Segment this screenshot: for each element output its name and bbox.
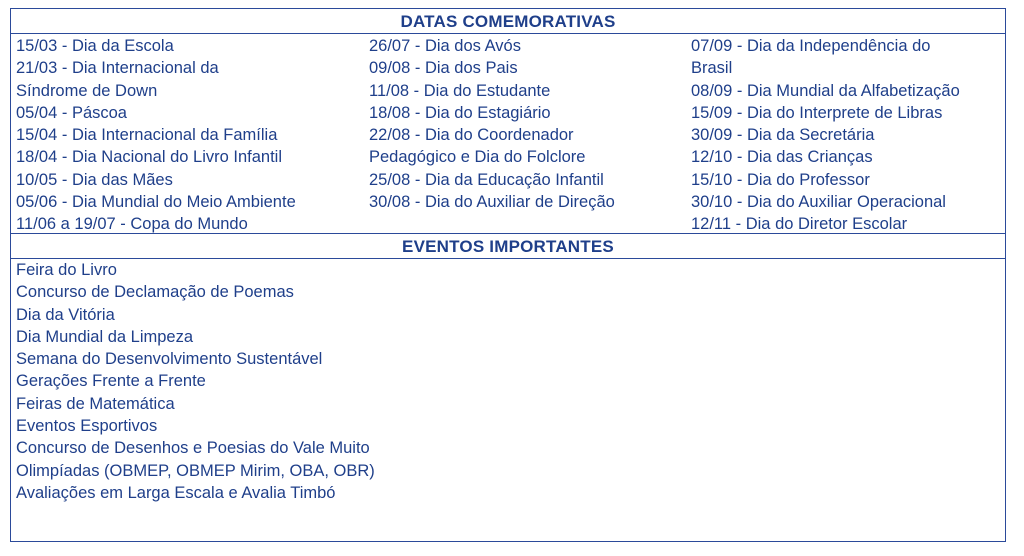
date-entry-line: 25/08 - Dia da Educação Infantil [369,170,604,189]
date-entry-line: 08/09 - Dia Mundial da Alfabetização [691,81,960,100]
event-item: Semana do Desenvolvimento Sustentável [16,350,323,369]
event-item: Avaliações em Larga Escala e Avalia Timbó [16,483,336,502]
date-entry-line: 11/06 a 19/07 - Copa do Mundo [16,215,248,234]
dates-column-1 [16,35,296,236]
event-item: Dia da Vitória [16,305,115,324]
commemorative-dates-section [11,9,1005,234]
date-entry-line: 09/08 - Dia dos Pais [369,59,518,78]
event-item: Feiras de Matemática [16,394,175,413]
date-entry-line: 12/10 - Dia das Crianças [691,148,873,167]
date-entry-line: Brasil [691,59,733,78]
date-entry-line: 07/09 - Dia da Independência do [691,37,931,55]
date-entry-line: 05/04 - Páscoa [16,103,127,122]
date-entry-line: 15/10 - Dia do Professor [691,170,870,189]
date-entry-line: 18/08 - Dia do Estagiário [369,103,551,122]
important-events-list [11,259,1005,504]
commemorative-dates-header: DATAS COMEMORATIVAS [11,9,1005,34]
commemorative-dates-body [11,34,1005,232]
date-entry-line: 26/07 - Dia dos Avós [369,37,521,55]
date-entry-line: 30/10 - Dia do Auxiliar Operacional [691,193,946,212]
dates-column-2 [369,35,615,213]
date-entry-line: 30/09 - Dia da Secretária [691,126,875,145]
date-entry-line: 15/04 - Dia Internacional da Família [16,126,278,145]
date-entry-line: 30/08 - Dia do Auxiliar de Direção [369,193,615,212]
event-item: Olimpíadas (OBMEP, OBMEP Mirim, OBA, OBR) [16,461,375,480]
calendar-table [10,8,1006,542]
date-entry-line: 15/09 - Dia do Interprete de Libras [691,103,943,122]
event-item: Concurso de Desenhos e Poesias do Vale Muito [16,439,370,458]
event-item: Eventos Esportivos [16,417,158,436]
date-entry-line: 11/08 - Dia do Estudante [369,81,551,100]
event-item: Dia Mundial da Limpeza [16,327,194,346]
important-events-header: EVENTOS IMPORTANTES [11,234,1005,259]
date-entry-line: 05/06 - Dia Mundial do Meio Ambiente [16,193,296,212]
date-entry-line: 12/11 - Dia do Diretor Escolar [691,215,908,234]
important-events-section [11,234,1005,504]
date-entry-line: 10/05 - Dia das Mães [16,170,173,189]
event-item: Gerações Frente a Frente [16,372,206,391]
dates-column-3 [691,35,960,236]
date-entry-line: Pedagógico e Dia do Folclore [369,148,586,167]
date-entry-line: 22/08 - Dia do Coordenador [369,126,574,145]
event-item: Concurso de Declamação de Poemas [16,283,294,302]
date-entry-line: 21/03 - Dia Internacional da [16,59,219,78]
date-entry-line: 18/04 - Dia Nacional do Livro Infantil [16,148,282,167]
event-item: Feira do Livro [16,261,117,279]
date-entry-line: 15/03 - Dia da Escola [16,37,174,55]
date-entry-line: Síndrome de Down [16,81,158,100]
